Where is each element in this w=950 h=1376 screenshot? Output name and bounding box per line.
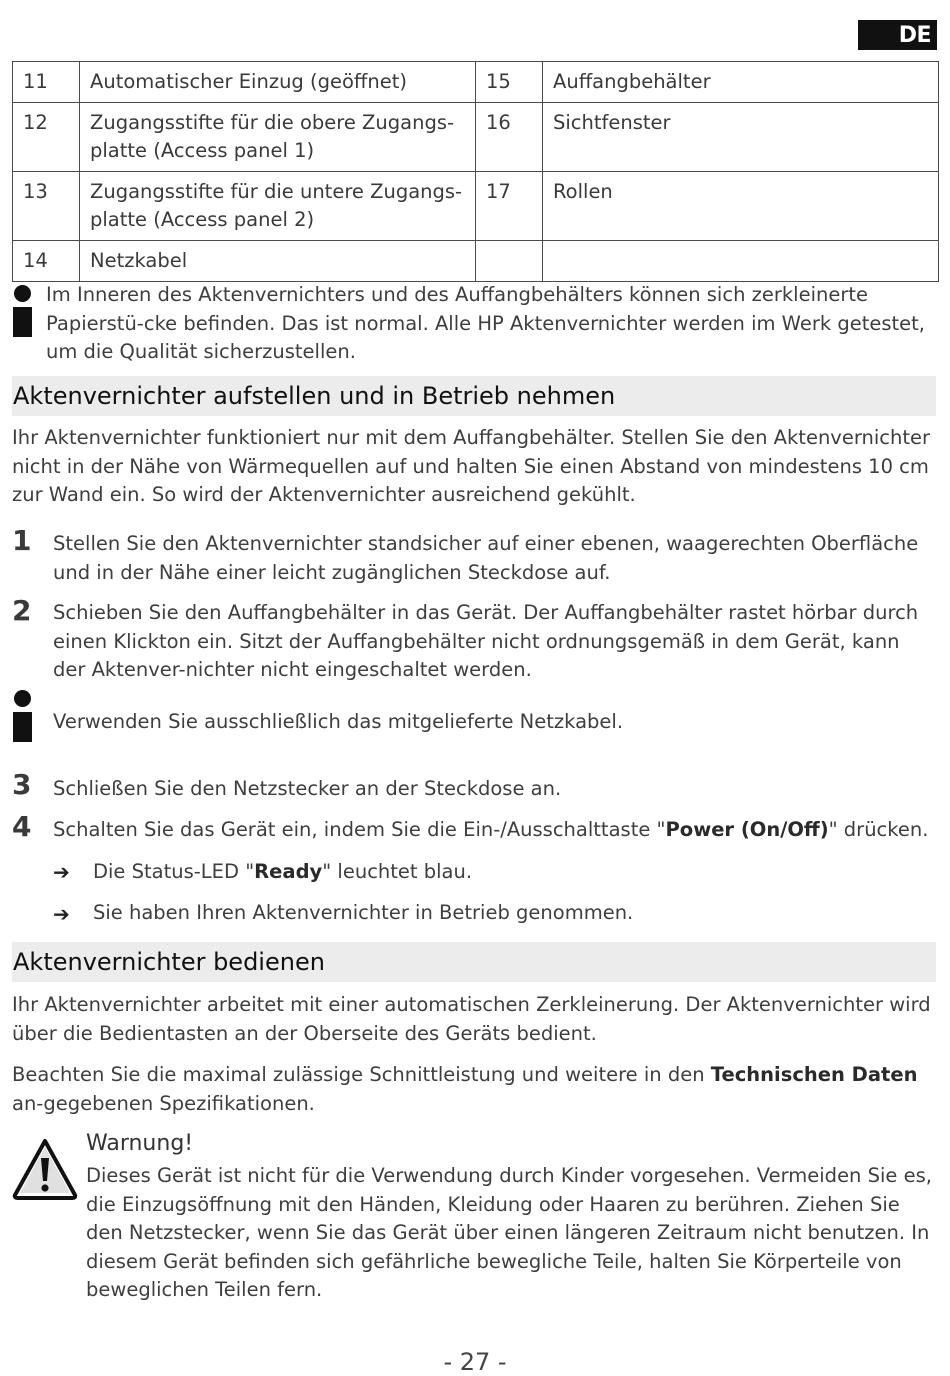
step-text: Schalten Sie das Gerät ein, indem Sie die Ein-/Ausschalttaste "Power (On/Off)" drücken. [53, 818, 929, 841]
page-number: - 27 - [443, 1348, 507, 1376]
technical-data-reference: Technischen Daten [710, 1063, 918, 1086]
part-label: Zugangsstifte für die untere Zugangs-platte (Access panel 2) [80, 172, 476, 241]
section-heading: Aktenvernichter aufstellen und in Betrieb nehmen [12, 376, 936, 416]
step-text: Schließen Sie den Netzstecker an der Steckdose an. [53, 777, 562, 800]
part-label [543, 241, 939, 282]
info-icon [12, 285, 34, 339]
part-label: Auffangbehälter [543, 62, 939, 103]
part-label: Rollen [543, 172, 939, 241]
info-note: Im Inneren des Aktenvernichters und des Auffangbehälters können sich zerkleinerte Papierstü-cke befinden. Das ist normal. Alle HP Aktenvernichter werden im Werk getestet, um die Qualität sicherzustellen. [46, 283, 925, 363]
part-number: 15 [476, 62, 543, 103]
section-paragraph: Beachten Sie die maximal zulässige Schnittleistung und weitere in den Technischen Daten an-gegebenen Spezifikationen. [12, 1063, 918, 1115]
result-text: Sie haben Ihren Aktenvernichter in Betrieb genommen. [93, 901, 634, 924]
step-text: Stellen Sie den Aktenvernichter standsicher auf einer ebenen, waagerechten Oberfläche und in der Nähe einer leicht zugänglichen Steckdose auf. [53, 532, 919, 584]
warning-triangle-icon [12, 1138, 78, 1200]
part-number: 14 [13, 241, 80, 282]
language-badge: DE [858, 20, 937, 50]
ready-led-label: Ready [254, 860, 323, 883]
table-row [13, 241, 939, 282]
warning-text: Dieses Gerät ist nicht für die Verwendung durch Kinder vorgesehen. Vermeiden Sie es, die Einzugsöffnung mit den Händen, Kleidung oder Haaren zu berühren. Ziehen Sie den Netzstecker, wenn Sie das Gerät über einen längeren Zeitraum nicht benutzen. In diesem Gerät befinden sich gefährliche bewegliche Teile, halten Sie Körperteile von beweglichen Teilen fern. [86, 1164, 932, 1301]
part-number: 11 [13, 62, 80, 103]
table-row [13, 172, 939, 241]
part-number: 12 [13, 103, 80, 172]
step-number: 2 [12, 594, 32, 627]
part-number [476, 241, 543, 282]
part-label: Zugangsstifte für die obere Zugangs-platte (Access panel 1) [80, 103, 476, 172]
part-number: 16 [476, 103, 543, 172]
info-note: Verwenden Sie ausschließlich das mitgelieferte Netzkabel. [53, 710, 624, 733]
warning-title: Warnung! [86, 1131, 194, 1156]
step-number: 4 [12, 810, 32, 843]
step-number: 3 [12, 768, 32, 801]
parts-legend-table [12, 61, 939, 282]
result-text: Die Status-LED "Ready" leuchtet blau. [93, 860, 473, 883]
arrow-right-icon: ➔ [53, 860, 70, 884]
part-number: 17 [476, 172, 543, 241]
step-number: 1 [12, 524, 32, 557]
table-row [13, 62, 939, 103]
part-label: Netzkabel [80, 241, 476, 282]
section-intro: Ihr Aktenvernichter funktioniert nur mit dem Auffangbehälter. Stellen Sie den Aktenvernichter nicht in der Nähe von Wärmequellen auf und halten Sie einen Abstand von mindestens 10 cm zur Wand ein. So wird der Aktenvernichter ausreichend gekühlt. [12, 426, 931, 506]
section-heading: Aktenvernichter bedienen [12, 942, 936, 982]
part-label: Automatischer Einzug (geöffnet) [80, 62, 476, 103]
arrow-right-icon: ➔ [53, 902, 70, 926]
part-number: 13 [13, 172, 80, 241]
table-row [13, 103, 939, 172]
part-label: Sichtfenster [543, 103, 939, 172]
power-button-label: Power (On/Off) [665, 818, 829, 841]
section-paragraph: Ihr Aktenvernichter arbeitet mit einer automatischen Zerkleinerung. Der Aktenvernichter wird über die Bedientasten an der Oberseite des Geräts bedient. [12, 993, 931, 1045]
step-text: Schieben Sie den Auffangbehälter in das Gerät. Der Auffangbehälter rastet hörbar durch einen Klickton ein. Sitzt der Auffangbehälter nicht ordnungsgemäß in dem Gerät, kann der Aktenver-nichter nicht eingeschaltet werden. [53, 601, 919, 681]
info-icon [12, 690, 34, 744]
